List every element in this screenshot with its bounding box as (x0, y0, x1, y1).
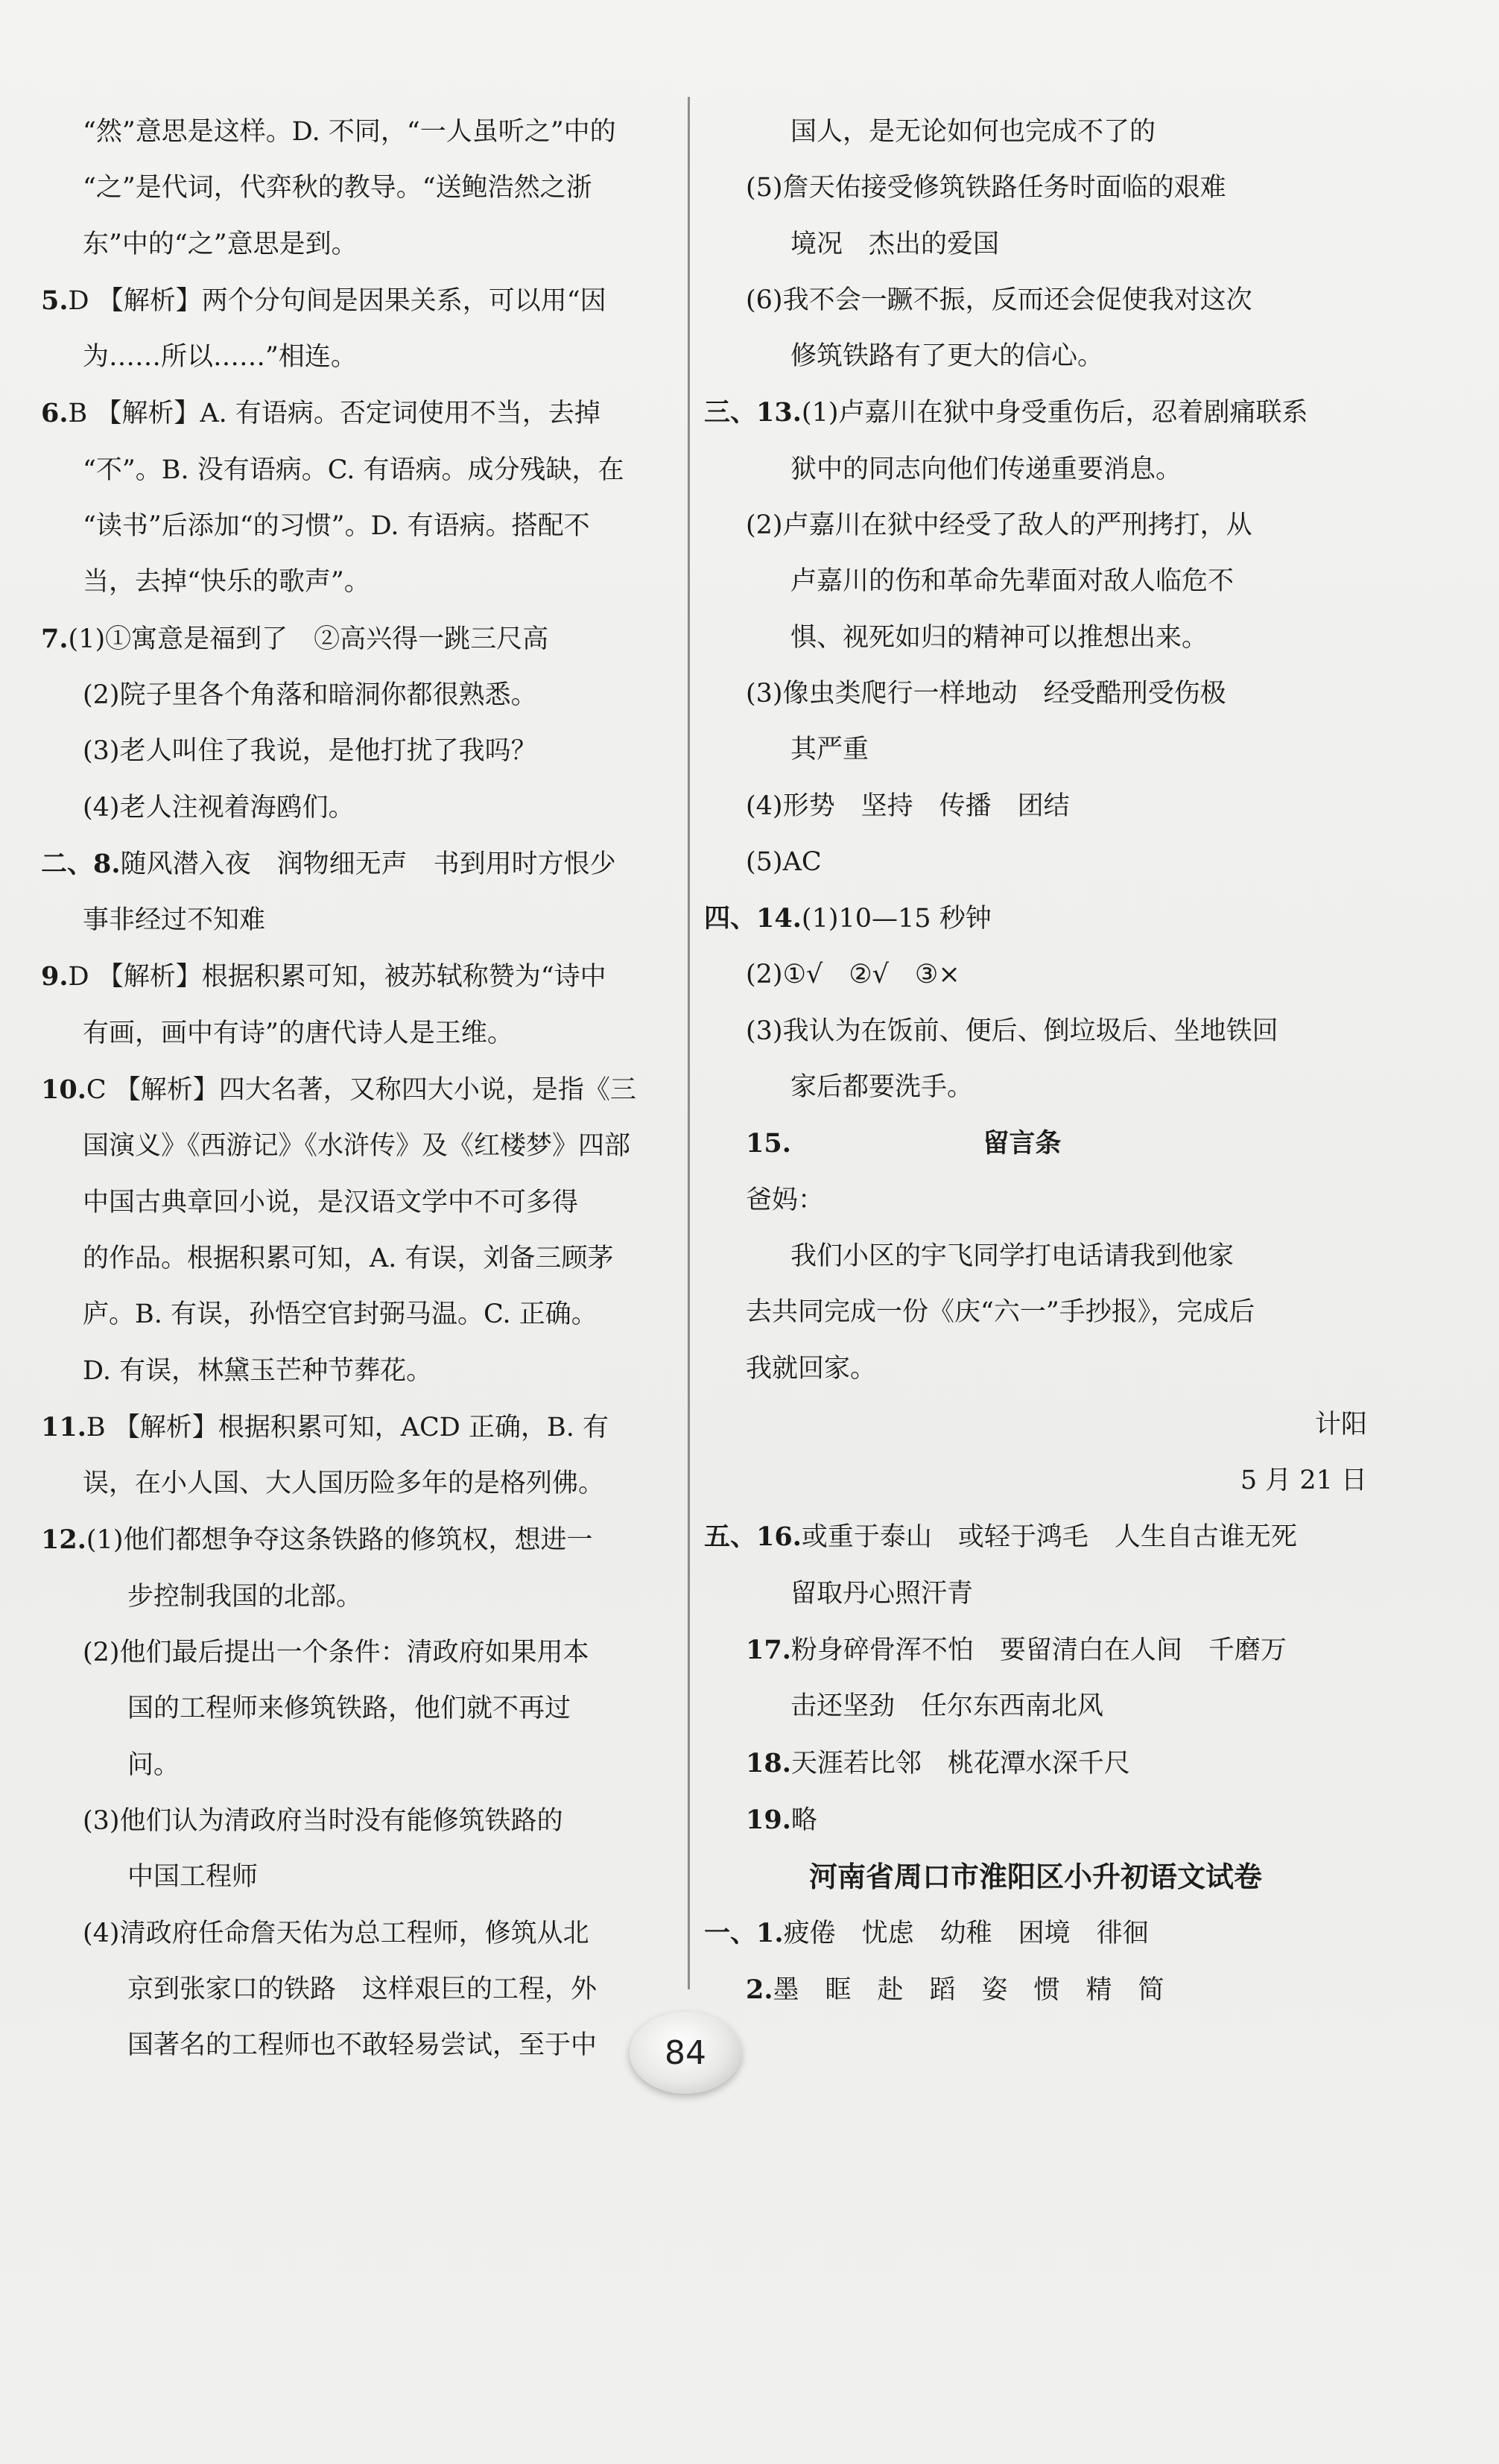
line-text: (5)AC (746, 846, 822, 877)
line-text: 国演义》《西游记》《水浒传》及《红楼梦》四部 (83, 1131, 631, 1162)
line-text: D 【解析】根据积累可知，被苏轼称赞为“诗中 (68, 962, 606, 992)
line-text: 粉身碎骨浑不怕 要留清白在人间 千磨万 (790, 1635, 1287, 1666)
answer-line (41, 893, 682, 948)
answer-line (41, 385, 682, 442)
answer-line (704, 1004, 1367, 1060)
line-text: (1)10—15 秒钟 (801, 904, 992, 934)
line-text: “然”意思是这样。D. 不同，“一人虽听之”中的 (83, 117, 616, 147)
question-number: 14. (756, 903, 802, 934)
answer-line (704, 1173, 1367, 1229)
answer-line (704, 384, 1367, 441)
answer-line (41, 104, 682, 160)
answer-line (41, 1906, 682, 1962)
line-text: 疲倦 忧虑 幼稚 困境 徘徊 (783, 1918, 1149, 1948)
answer-line (704, 834, 1367, 890)
answer-line (704, 1735, 1367, 1792)
line-text: 爸妈： (746, 1185, 825, 1215)
line-text: 修筑铁路有了更大的信心。 (790, 341, 1104, 372)
answer-line (704, 779, 1367, 834)
line-text: 随风潜入夜 润物细无声 书到用时方恨少 (120, 849, 616, 879)
answer-line (41, 1006, 682, 1062)
answer-line (41, 1849, 682, 1905)
question-number: 12. (41, 1524, 86, 1556)
question-number: 5. (41, 285, 69, 316)
answer-line (41, 1287, 682, 1343)
section-marker: 四、 (704, 903, 757, 934)
answer-line (41, 1793, 682, 1849)
line-text: 天涯若比邻 桃花潭水深千尺 (790, 1748, 1130, 1779)
answer-line (41, 723, 682, 779)
answer-line (41, 1231, 682, 1287)
section-marker: 二、 (41, 848, 94, 879)
line-text: (3)我认为在饭前、便后、倒垃圾后、坐地铁回 (746, 1016, 1278, 1046)
answer-line (704, 890, 1367, 947)
answer-line (41, 443, 682, 498)
line-text: 国人，是无论如何也完成不了的 (790, 117, 1156, 147)
answer-line (704, 160, 1367, 216)
line-text: 国著名的工程师也不敢轻易尝试，至于中 (127, 2030, 598, 2061)
line-text: (3)老人叫住了我说，是他打扰了我吗？ (83, 736, 537, 767)
answer-line (41, 780, 682, 836)
answer-line (704, 1905, 1367, 1962)
answer-line (41, 1175, 682, 1231)
line-text: 去共同完成一份《庆“六一”手抄报》，完成后 (746, 1297, 1255, 1328)
answer-line (704, 1566, 1367, 1622)
line-text: 卢嘉川的伤和革命先辈面对敌人临危不 (790, 566, 1235, 597)
line-text: 击还坚劲 任尔东西南北风 (790, 1691, 1104, 1722)
answer-line (41, 273, 682, 329)
answer-line (41, 554, 682, 610)
line-text: 或重于泰山 或轻于鸿毛 人生自古谁无死 (801, 1522, 1297, 1553)
note-title: 留言条 (983, 1128, 1062, 1159)
answer-line (41, 2018, 682, 2074)
question-number: 11. (41, 1411, 86, 1442)
answer-line (704, 1453, 1367, 1509)
question-number: 6. (41, 398, 69, 429)
question-number: 8. (93, 848, 121, 879)
line-text: 有画，画中有诗”的唐代诗人是王维。 (83, 1018, 513, 1048)
answer-line (704, 1115, 1367, 1172)
page-number-text: 84 (665, 2033, 706, 2072)
question-number: 13. (756, 397, 802, 428)
line-text: 京到张家口的铁路 这样艰巨的工程，外 (127, 1974, 598, 2004)
line-text: (4)老人注视着海鸥们。 (83, 792, 355, 823)
line-text: (4)形势 坚持 传播 团结 (746, 791, 1070, 821)
line-text: 5 月 21 日 (1240, 1466, 1367, 1496)
line-text: 庐。B. 有误，孙悟空官封弼马温。C. 正确。 (83, 1299, 598, 1330)
answer-line (704, 1060, 1367, 1115)
answer-line (41, 1681, 682, 1737)
line-text: 事非经过不知难 (83, 905, 266, 936)
answer-line (41, 160, 682, 216)
answer-line (41, 1962, 682, 2018)
line-text: 东”中的“之”意思是到。 (83, 229, 358, 259)
answer-line (41, 1456, 682, 1512)
question-number: 10. (41, 1074, 86, 1106)
line-text: C 【解析】四大名著，又称四大小说，是指《三 (86, 1075, 636, 1106)
line-text: (3)他们认为清政府当时没有能修筑铁路的 (83, 1805, 563, 1836)
line-text: (2)院子里各个角落和暗洞你都很熟悉。 (83, 680, 537, 710)
answer-line (704, 273, 1367, 329)
line-text: (4)清政府任命詹天佑为总工程师，修筑从北 (83, 1918, 589, 1948)
answer-line (704, 722, 1367, 778)
line-text: 家后都要洗手。 (790, 1072, 974, 1103)
line-text: (1)①寓意是福到了 ②高兴得一跳三尺高 (68, 624, 549, 654)
answer-line (704, 947, 1367, 1003)
answer-line (704, 610, 1367, 666)
answer-line (704, 554, 1367, 609)
line-text: 计阳 (1314, 1409, 1367, 1440)
question-number: 18. (746, 1747, 791, 1779)
line-text: 问。 (127, 1749, 180, 1780)
line-text: 中国古典章回小说，是汉语文学中不可多得 (83, 1187, 579, 1217)
line-text: 墨 眶 赴 蹈 姿 惯 精 简 (773, 1974, 1164, 2005)
answer-line (41, 1062, 682, 1118)
answer-line (704, 1679, 1367, 1735)
question-number: 2. (746, 1974, 773, 2005)
answer-line (704, 1622, 1367, 1679)
line-text: 其严重 (790, 735, 869, 765)
line-text: 河南省周口市淮阳区小升初语文试卷 (808, 1860, 1262, 1894)
question-number: 9. (41, 961, 69, 992)
right-column (704, 104, 1367, 2018)
question-number: 1. (756, 1917, 784, 1948)
line-text: “不”。B. 没有语病。C. 有语病。成分残缺，在 (83, 455, 624, 485)
line-text: “读书”后添加“的习惯”。D. 有语病。搭配不 (83, 511, 590, 542)
answer-line (41, 1569, 682, 1625)
answer-line (704, 1229, 1367, 1285)
question-number: 17. (746, 1635, 791, 1666)
line-text: 狱中的同志向他们传递重要消息。 (790, 454, 1182, 484)
answer-line (41, 498, 682, 554)
question-number: 19. (746, 1804, 791, 1835)
line-text: 惧、视死如归的精神可以推想出来。 (790, 622, 1208, 653)
line-text: 的作品。根据积累可知，A. 有误，刘备三顾茅 (83, 1243, 614, 1273)
answer-line (704, 666, 1367, 722)
line-text: B 【解析】根据积累可知，ACD 正确，B. 有 (86, 1412, 609, 1442)
line-text: 中国工程师 (127, 1862, 259, 1893)
question-number: 16. (756, 1521, 802, 1553)
question-number: 15. (746, 1128, 791, 1159)
answer-line (704, 1341, 1367, 1397)
answer-line (704, 329, 1367, 384)
line-text: 为……所以……”相连。 (83, 342, 357, 373)
answer-line (41, 948, 682, 1005)
answer-line (704, 104, 1367, 160)
section-marker: 五、 (704, 1521, 757, 1553)
section-marker: 三、 (704, 397, 757, 428)
answer-line (41, 1343, 682, 1399)
line-text: 略 (790, 1805, 817, 1835)
line-text: B 【解析】A. 有语病。否定词使用不当，去掉 (68, 399, 600, 429)
answer-line (41, 329, 682, 385)
answer-line (704, 498, 1367, 554)
left-column (41, 104, 682, 2074)
line-text: D. 有误，林黛玉芒种节葬花。 (83, 1355, 433, 1386)
line-text: 当，去掉“快乐的歌声”。 (83, 567, 370, 598)
line-text: (5)詹天佑接受修筑铁路任务时面临的艰难 (746, 173, 1226, 203)
column-divider (688, 97, 690, 1989)
line-text: (1)卢嘉川在狱中身受重伤后，忍着剧痛联系 (801, 398, 1308, 428)
line-text: (3)像虫类爬行一样地动 经受酷刑受伤极 (746, 678, 1226, 709)
answer-line (704, 1962, 1367, 2018)
line-text: 境况 杰出的爱国 (790, 229, 1000, 259)
line-text: 我们小区的宇飞同学打电话请我到他家 (790, 1241, 1235, 1271)
answer-line (41, 1512, 682, 1568)
question-number: 7. (41, 623, 69, 654)
answer-line (41, 1738, 682, 1793)
answer-line (704, 1792, 1367, 1849)
line-text: “之”是代词，代弈秋的教导。“送鲍浩然之浙 (83, 173, 592, 203)
answer-line (704, 1397, 1367, 1453)
answer-line (41, 668, 682, 723)
answer-line (704, 1509, 1367, 1565)
line-text: D 【解析】两个分句间是因果关系，可以用“因 (68, 285, 606, 316)
answer-line (41, 611, 682, 668)
answer-line (704, 1849, 1367, 1904)
answer-line (704, 217, 1367, 273)
answer-line (41, 217, 682, 273)
line-text: 国的工程师来修筑铁路，他们就不再过 (127, 1694, 571, 1724)
answer-line (704, 1285, 1367, 1340)
answer-line (41, 836, 682, 893)
line-text: 误，在小人国、大人国历险多年的是格列佛。 (83, 1469, 605, 1499)
answer-line (41, 1118, 682, 1174)
line-text: 步控制我国的北部。 (127, 1581, 363, 1612)
page-number (630, 2012, 741, 2094)
line-text: (1)他们都想争夺这条铁路的修筑权，想进一 (86, 1525, 593, 1556)
answer-line (41, 1625, 682, 1681)
answer-line (41, 1399, 682, 1456)
line-text: (2)他们最后提出一个条件：清政府如果用本 (83, 1638, 589, 1668)
section-marker: 一、 (704, 1917, 757, 1948)
line-text: 留取丹心照汗青 (790, 1578, 974, 1609)
line-text: (2)卢嘉川在狱中经受了敌人的严刑拷打，从 (746, 510, 1252, 541)
line-text: 我就回家。 (746, 1353, 877, 1384)
line-text: (6)我不会一蹶不振，反而还会促使我对这次 (746, 285, 1252, 315)
answer-line (704, 442, 1367, 498)
line-text: (2)①√ ②√ ③× (746, 960, 960, 990)
